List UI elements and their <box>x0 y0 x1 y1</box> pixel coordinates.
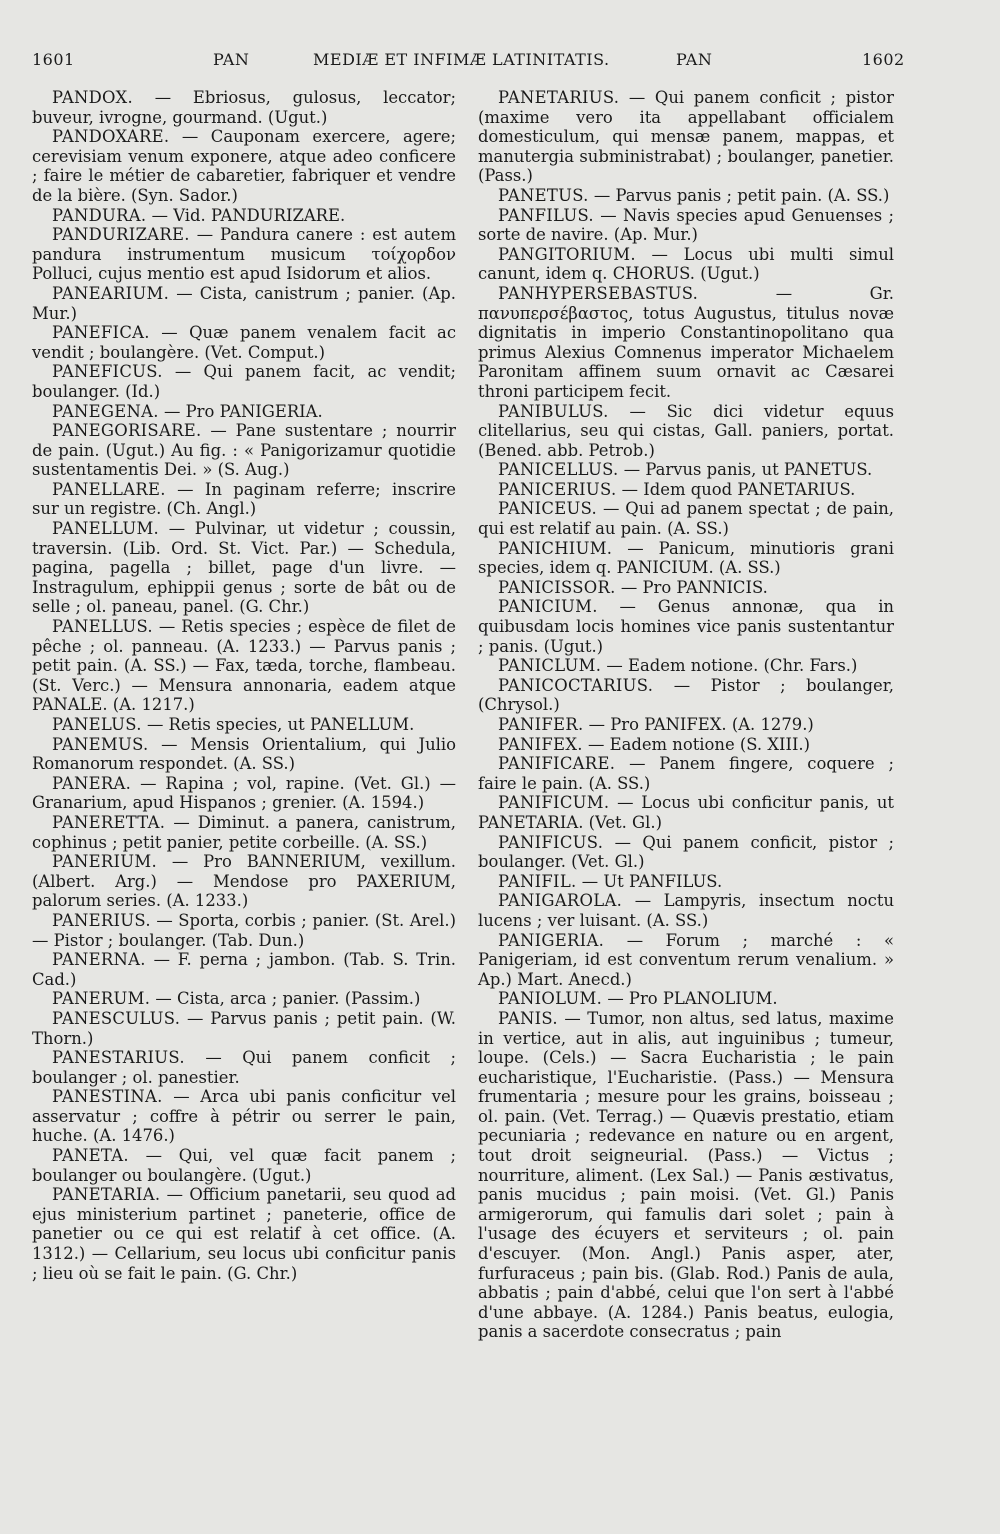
dictionary-entry <box>478 499 894 538</box>
dictionary-entry <box>32 1087 456 1146</box>
entry-headword: PANGITORIUM. <box>498 244 636 264</box>
entry-headword: PANEMUS. <box>52 734 149 754</box>
dictionary-entry <box>32 480 456 519</box>
dictionary-entry <box>32 88 456 127</box>
dictionary-entry <box>32 852 456 911</box>
entry-headword: PANERUM. <box>52 989 151 1009</box>
entry-definition: — Genus annonæ, qua in quibusdam locis homines vice panis sustentantur ; panis. (Ugut.) <box>478 597 894 656</box>
dictionary-entry <box>478 989 894 1009</box>
dictionary-entry <box>32 402 456 422</box>
entry-definition: — Qui ad panem spectat ; de pain, qui est relatif au pain. (A. SS.) <box>478 499 894 539</box>
dictionary-entry <box>32 715 456 735</box>
dictionary-entry <box>478 460 894 480</box>
dictionary-entry <box>478 284 894 402</box>
entry-definition: — Qui, vel quæ facit panem ; boulanger ou boulangère. (Ugut.) <box>32 1146 456 1185</box>
entry-headword: PANICERIUS. <box>498 479 617 499</box>
entry-definition: — F. perna ; jambon. (Tab. S. Trin. Cad.) <box>32 950 456 989</box>
entry-headword: PANIFICARE. <box>498 754 616 774</box>
entry-definition: — In paginam referre; inscrire sur un registre. (Ch. Angl.) <box>32 479 456 519</box>
dictionary-entry <box>32 1009 456 1048</box>
entry-headword: PANICOCTARIUS. <box>498 675 654 695</box>
page-number-right: 1602 <box>862 50 905 69</box>
entry-definition: — Ut PANFILUS. <box>576 871 723 891</box>
dictionary-entry <box>478 88 894 186</box>
entry-headword: PANIFICUM. <box>498 793 610 813</box>
dictionary-entry <box>32 989 456 1009</box>
dictionary-entry <box>32 519 456 617</box>
dictionary-entry <box>478 754 894 793</box>
entry-definition: — Mensis Orientalium, qui Julio Romanorum respondet. (A. SS.) <box>32 734 456 774</box>
entry-headword: PANICISSOR. <box>498 577 616 597</box>
entry-definition: — Vid. PANDURIZARE. <box>146 205 346 225</box>
dictionary-entry <box>478 480 894 500</box>
dictionary-entry <box>32 362 456 401</box>
dictionary-entry <box>32 911 456 950</box>
entry-headword: PANELUS. <box>52 715 142 734</box>
dictionary-entry <box>478 872 894 892</box>
entry-headword: PANETARIUS. <box>498 88 620 107</box>
dictionary-entry <box>32 1185 456 1283</box>
entry-headword: PANELLUM. <box>52 519 160 539</box>
dictionary-entry <box>32 735 456 774</box>
dictionary-entry <box>478 656 894 676</box>
entry-definition: — Eadem notione (S. XIII.) <box>582 734 811 754</box>
dictionary-entry <box>478 735 894 755</box>
entry-definition: — Gr. πανυπερσέβαστος, totus Augustus, titulus novæ dignitatis in imperio Constantinopolitano qua primus Alexius Comnenus imperator Michaelem Paronitam affinem suum ornavit ac Cæsarei throni participem fecit. <box>478 283 894 401</box>
entry-headword: PANESTINA. <box>52 1087 163 1107</box>
entry-definition: — Lampyris, insectum noctu lucens ; ver luisant. (A. SS.) <box>478 891 894 930</box>
entry-definition: — Pandura canere : est autem pandura instrumentum musicum τοίχορδον Polluci, cujus mentio est apud Isidorum et alios. <box>32 225 456 284</box>
entry-headword: PANICIUM. <box>498 597 598 617</box>
entry-headword: PANIS. <box>498 1008 558 1028</box>
entry-definition: — Pro BANNERIUM, vexillum. (Albert. Arg.) — Mendose pro PAXERIUM, palorum series. (A. 1233.) <box>32 852 456 911</box>
dictionary-entry <box>32 206 456 226</box>
entry-definition: — Locus ubi conficitur panis, ut PANETARIA. (Vet. Gl.) <box>478 793 894 832</box>
entry-definition: — Officium panetarii, seu quod ad ejus ministerium partinet ; paneterie, office de panetier ou ce qui est relatif à cet office. (A. 1312.) — Cellarium, seu locus ubi conficitur panis ; lieu où se fait le pain. (G. Chr.) <box>32 1185 456 1283</box>
dictionary-entry <box>478 186 894 206</box>
entry-definition: — Ebriosus, gulosus, leccator; buveur, ivrogne, gourmand. (Ugut.) <box>32 88 456 127</box>
dictionary-entry <box>32 127 456 205</box>
entry-definition: — Qui panem conficit ; boulanger ; ol. panestier. <box>32 1048 456 1087</box>
entry-headword: PANIGERIA. <box>498 930 605 950</box>
entry-definition: — Retis species, ut PANELLUM. <box>141 715 415 734</box>
dictionary-entry <box>478 245 894 284</box>
entry-definition: — Pulvinar, ut videtur ; coussin, traversin. (Lib. Ord. St. Vict. Par.) — Schedula, pagina, pagella ; billet, page d'un livre. — Instragulum, ephippii genus ; sorte de bât ou de selle ; ol. paneau, panel. (G. Chr.) <box>32 519 456 617</box>
entry-headword: PANICHIUM. <box>498 538 613 558</box>
entry-headword: PANDOX. <box>52 88 133 107</box>
entry-headword: PANEFICUS. <box>52 362 163 382</box>
running-headword-left: PAN <box>213 50 250 69</box>
dictionary-entry <box>478 1009 894 1342</box>
dictionary-entry <box>32 774 456 813</box>
dictionary-entry <box>478 206 894 245</box>
entry-headword: PANIBULUS. <box>498 401 609 421</box>
dictionary-entry <box>32 323 456 362</box>
left-column <box>32 88 456 1283</box>
entry-definition: — Navis species apud Genuenses ; sorte de navire. (Ap. Mur.) <box>478 205 894 245</box>
entry-definition: — Pro PANIFEX. (A. 1279.) <box>583 715 814 734</box>
dictionary-entry <box>478 539 894 578</box>
entry-headword: PANHYPERSEBASTUS. <box>498 283 699 303</box>
entry-headword: PANESTARIUS. <box>52 1048 185 1068</box>
entry-headword: PANETUS. <box>498 185 589 205</box>
dictionary-entry <box>32 813 456 852</box>
dictionary-entry <box>32 950 456 989</box>
entry-headword: PANERIUM. <box>52 852 157 872</box>
entry-headword: PANEFICA. <box>52 323 150 343</box>
dictionary-entry <box>478 715 894 735</box>
entry-headword: PANDURA. <box>52 205 147 225</box>
dictionary-entry <box>478 833 894 872</box>
dictionary-entry <box>478 597 894 656</box>
right-column <box>478 88 894 1342</box>
entry-definition: — Eadem notione. (Chr. Fars.) <box>601 656 858 676</box>
entry-definition: — Sic dici videtur equus clitellarius, seu qui cistas, Gall. paniers, portat. (Bened. abb. Petrob.) <box>478 401 894 460</box>
entry-headword: PANEARIUM. <box>52 283 170 303</box>
dictionary-entry <box>478 931 894 990</box>
entry-definition: — Panem fingere, coquere ; faire le pain. (A. SS.) <box>478 754 894 793</box>
entry-headword: PANIFIL. <box>498 871 577 891</box>
entry-definition: — Panicum, minutioris grani species, idem q. PANICIUM. (A. SS.) <box>478 538 894 578</box>
entry-headword: PANESCULUS. <box>52 1008 181 1028</box>
entry-definition: — Cista, canistrum ; panier. (Ap. Mur.) <box>32 283 456 323</box>
entry-definition: — Rapina ; vol, rapine. (Vet. Gl.) — Granarium, apud Hispanos ; grenier. (A. 1594.) <box>32 773 456 813</box>
entry-headword: PANIFEX. <box>498 734 583 754</box>
entry-definition: — Locus ubi multi simul canunt, idem q. CHORUS. (Ugut.) <box>478 244 894 284</box>
dictionary-entry <box>478 793 894 832</box>
entry-headword: PANICELLUS. <box>498 460 619 480</box>
entry-definition: — Pistor ; boulanger, (Chrysol.) <box>478 675 894 715</box>
entry-headword: PANFILUS. <box>498 205 594 225</box>
dictionary-entry <box>32 1048 456 1087</box>
entry-definition: — Qui panem conficit ; pistor (maxime vero ita appellabant officialem domesticulum, qui mensæ panem, mappas, et manutergia subministrabat) ; boulanger, panetier. (Pass.) <box>478 88 894 186</box>
entry-headword: PANEGORISARE. <box>52 421 202 441</box>
entry-definition: — Qui panem conficit, pistor ; boulanger. (Vet. Gl.) <box>478 832 894 872</box>
entry-headword: PANICEUS. <box>498 499 598 519</box>
entry-headword: PANERETTA. <box>52 812 166 832</box>
dictionary-entry <box>32 284 456 323</box>
entry-definition: — Pro PANNICIS. <box>615 577 768 597</box>
dictionary-entry <box>32 225 456 284</box>
entry-headword: PANEGENA. <box>52 401 159 421</box>
entry-definition: — Parvus panis ; petit pain. (A. SS.) <box>588 185 890 205</box>
entry-definition: — Cauponam exercere, agere; cerevisiam venum exponere, atque adeo conficere ; faire le métier de cabaretier, fabriquer et vendre de la bière. (Syn. Sador.) <box>32 127 456 205</box>
entry-headword: PANDURIZARE. <box>52 225 190 245</box>
dictionary-entry <box>32 1146 456 1185</box>
entry-headword: PANIFER. <box>498 715 584 734</box>
page-number-left: 1601 <box>32 50 75 69</box>
entry-definition: — Idem quod PANETARIUS. <box>616 479 856 499</box>
dictionary-entry <box>478 578 894 598</box>
entry-headword: PANICLUM. <box>498 656 602 676</box>
entry-definition: — Sporta, corbis ; panier. (St. Arel.) — Pistor ; boulanger. (Tab. Dun.) <box>32 910 456 950</box>
entry-headword: PANIOLUM. <box>498 989 603 1009</box>
entry-definition: — Pane sustentare ; nourrir de pain. (Ugut.) Au fig. : « Panigorizamur quotidie sustentamentis Dei. » (S. Aug.) <box>32 421 456 480</box>
dictionary-entry <box>478 676 894 715</box>
entry-definition: — Pro PANIGERIA. <box>158 401 323 421</box>
dictionary-entry <box>478 402 894 461</box>
entry-headword: PANERIUS. <box>52 910 151 930</box>
entry-headword: PANIFICUS. <box>498 832 604 852</box>
entry-definition: — Arca ubi panis conficitur vel asservatur ; coffre à pétrir ou serrer le pain, huche. (A. 1476.) <box>32 1087 456 1146</box>
entry-headword: PANETARIA. <box>52 1185 161 1205</box>
entry-definition: — Retis species ; espèce de filet de pêche ; ol. panneau. (A. 1233.) — Parvus panis ; petit pain. (A. SS.) — Fax, tæda, torche, flambeau. (St. Verc.) — Mensura annonaria, eadem atque PANALE. (A. 1217.) <box>32 617 456 715</box>
entry-definition: — Quæ panem venalem facit ac vendit ; boulangère. (Vet. Comput.) <box>32 323 456 362</box>
entry-definition: — Cista, arca ; panier. (Passim.) <box>150 989 421 1009</box>
entry-headword: PANELLUS. <box>52 617 153 637</box>
entry-definition: — Tumor, non altus, sed latus, maxime in vertice, aut in alis, aut inguinibus ; tumeur, loupe. (Cels.) — Sacra Eucharistia ; le pain eucharistique, l'Eucharistie. (Pass.) — Mensura frumentaria ; mesure pour les grains, boisseau ; ol. pain. (Vet. Terrag.) — Quævis prestatio, etiam pecuniaria ; redevance en nature ou en argent, tout droit seigneurial. (Pass.) — Victus ; nourriture, aliment. (Lex Sal.) — Panis æstivatus, panis mucidus ; pain moisi. (Vet. Gl.) Panis armigerorum, qui famulis dari solet ; pain à l'usage des écuyers et serviteurs ; ol. pain d'escuyer. (Mon. Angl.) Panis asper, ater, furfuraceus ; pain bis. (Glab. Rod.) Panis de aula, abbatis ; pain d'abbé, celui que l'on sert à l'abbé d'une abbaye. (A. 1284.) Panis beatus, eulogia, panis a sacerdote consecratus ; pain <box>478 1008 894 1342</box>
entry-headword: PANIGAROLA. <box>498 891 623 911</box>
entry-definition: — Pro PLANOLIUM. <box>602 989 778 1009</box>
dictionary-entry <box>32 617 456 715</box>
running-headword-right: PAN <box>676 50 713 69</box>
entry-definition: — Parvus panis, ut PANETUS. <box>618 460 873 480</box>
entry-headword: PANERNA. <box>52 950 146 970</box>
dictionary-entry <box>478 891 894 930</box>
running-title: MEDIÆ ET INFIMÆ LATINITATIS. <box>313 50 610 69</box>
entry-headword: PANETA. <box>52 1146 129 1166</box>
entry-headword: PANERA. <box>52 773 132 793</box>
entry-headword: PANDOXARE. <box>52 127 170 147</box>
entry-definition: — Diminut. a panera, canistrum, cophinus ; petit panier, petite corbeille. (A. SS.) <box>32 812 456 852</box>
entry-definition: — Qui panem facit, ac vendit; boulanger. (Id.) <box>32 362 456 401</box>
dictionary-entry <box>32 421 456 480</box>
entry-definition: — Forum ; marché : « Panigeriam, id est conventum rerum venalium. » Ap.) Mart. Anecd.) <box>478 930 894 989</box>
entry-headword: PANELLARE. <box>52 479 166 499</box>
entry-definition: — Parvus panis ; petit pain. (W. Thorn.) <box>32 1008 456 1048</box>
